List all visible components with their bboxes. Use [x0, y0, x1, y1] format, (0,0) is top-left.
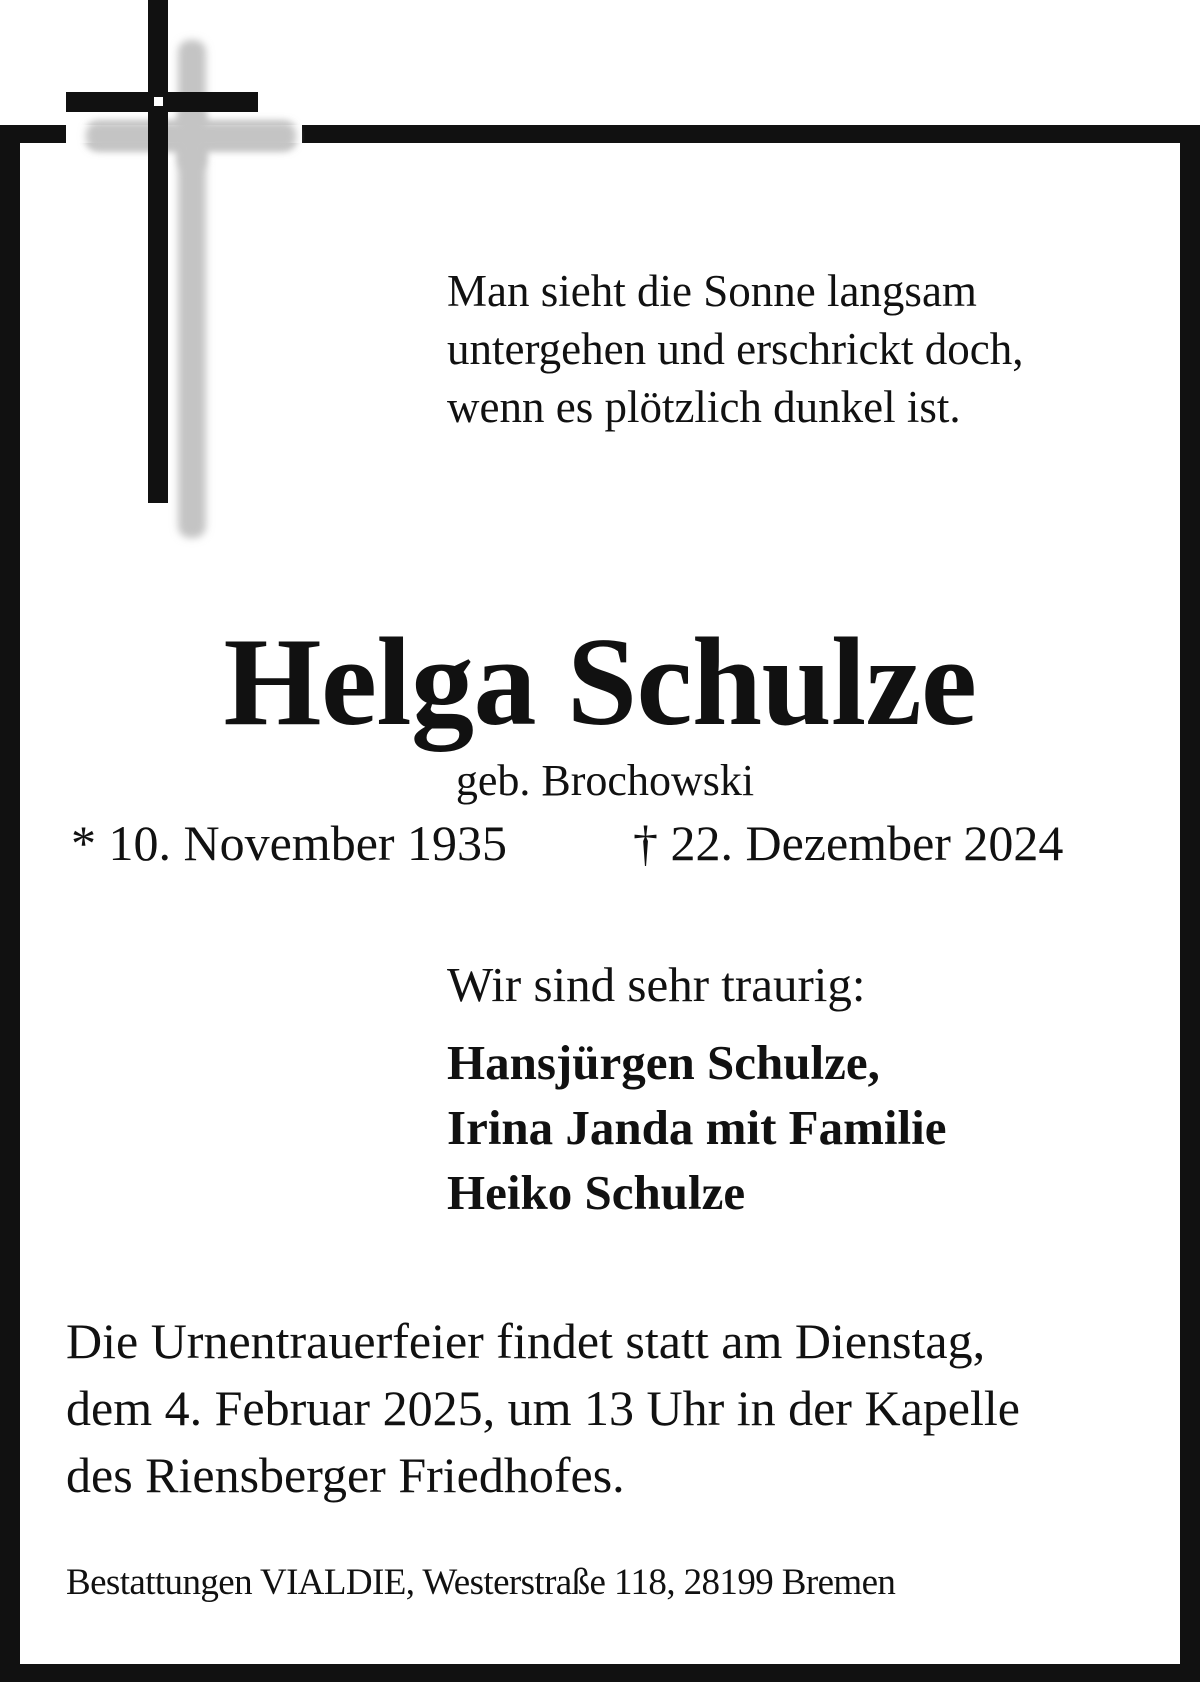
maiden-name: geb. Brochowski [455, 756, 755, 805]
cross-icon [0, 0, 320, 560]
ceremony-line: Die Urnentrauerfeier findet statt am Dienstag, [66, 1313, 986, 1369]
ceremony-line: dem 4. Februar 2025, um 13 Uhr in der Kapelle [66, 1380, 1020, 1436]
undertaker-info: Bestattungen VIALDIE, Westerstraße 118, 28199 Bremen [66, 1562, 896, 1603]
birth-date: * 10. November 1935 [71, 815, 508, 871]
mourner-name: Heiko Schulze [447, 1165, 746, 1220]
mourners-intro: Wir sind sehr traurig: [447, 957, 866, 1012]
ceremony-line: des Riensberger Friedhofes. [66, 1447, 625, 1503]
ceremony-details [66, 1308, 1020, 1509]
frame-border-top-right [302, 125, 1200, 143]
quote-line: untergehen und erschrickt doch, [447, 324, 1024, 374]
quote-line: Man sieht die Sonne langsam [447, 266, 977, 316]
memorial-quote [447, 262, 1023, 436]
mourners-list [447, 1030, 947, 1225]
quote-line: wenn es plötzlich dunkel ist. [447, 382, 961, 432]
mourner-name: Irina Janda mit Familie [447, 1100, 947, 1155]
deceased-name: Helga Schulze [223, 613, 977, 752]
frame-border-bottom [0, 1664, 1200, 1682]
death-date: † 22. Dezember 2024 [633, 815, 1064, 871]
mourner-name: Hansjürgen Schulze, [447, 1035, 880, 1090]
frame-border-right [1180, 125, 1200, 1682]
